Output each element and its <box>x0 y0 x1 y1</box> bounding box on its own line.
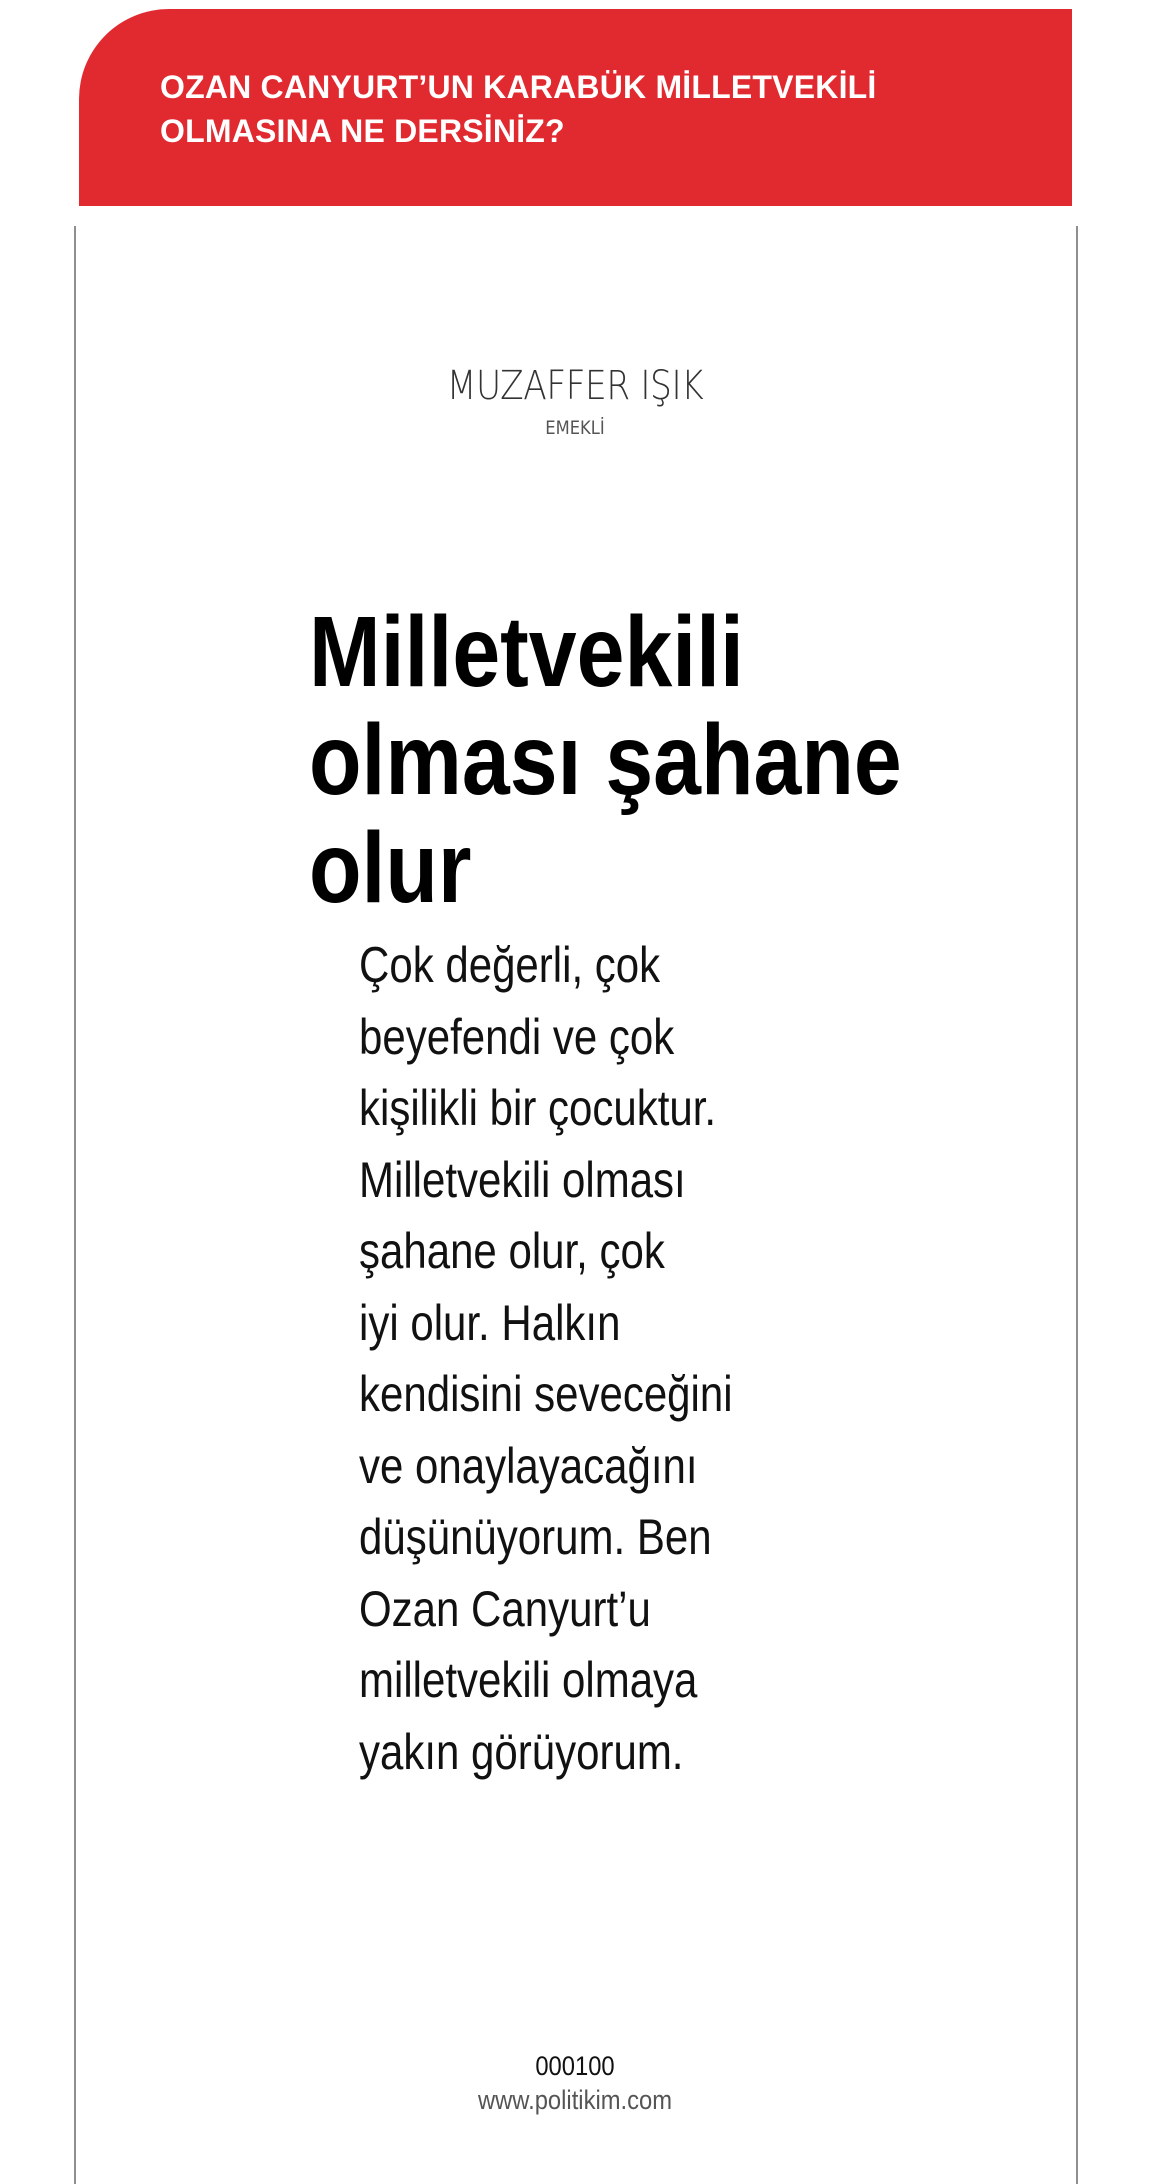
person-title: EMEKLİ <box>545 417 605 439</box>
person-name: MUZAFFER IŞIK <box>446 363 704 409</box>
footer-code: 000100 <box>535 2051 615 2081</box>
quote-headline: Milletvekili olması şahane olur <box>309 596 902 924</box>
right-border-line <box>1076 226 1078 2184</box>
header-banner <box>79 9 1072 206</box>
left-border-line <box>74 226 76 2184</box>
footer-website: www.politikim.com <box>477 2085 673 2115</box>
quote-body: Çok değerli, çok beyefendi ve çok kişilikli bir çocuktur. Milletvekili olması şahane olur, çok iyi olur. Halkın kendisini seveceğini ve onaylayacağını düşünüyorum. Ben Ozan Canyurt’u milletvekili olmaya yakın görüyorum. <box>359 937 733 1780</box>
header-title: OZAN CANYURT’UN KARABÜK MİLLETVEKİLİ OLMASINA NE DERSİNİZ? <box>160 69 877 149</box>
